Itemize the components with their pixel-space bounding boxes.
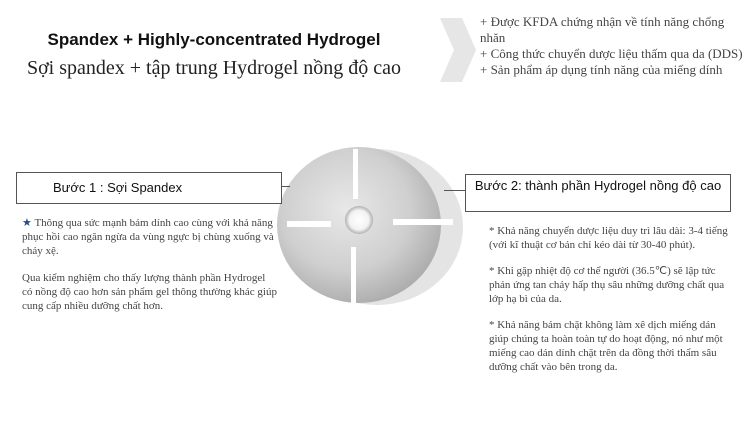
title-english: Spandex + Highly-concentrated Hydrogel bbox=[47, 30, 381, 49]
chevron-arrow-icon bbox=[440, 18, 476, 82]
step2-paragraph: * Khi gặp nhiệt độ cơ thể người (36.5℃) sẽ lập tức phản ứng tan chảy hấp thụ sâu những dưỡng chất qua lớp hạ bì của da. bbox=[489, 265, 725, 305]
step1-paragraph: ★ Thông qua sức mạnh bám dính cao cùng với khả năng phục hồi cao ngăn ngừa da vùng ngực bị chùng xuống và chảy xệ. bbox=[22, 217, 274, 257]
benefit-item: + Công thức chuyển dược liệu thấm qua da (DDS) bbox=[480, 46, 743, 61]
benefit-item: + Được KFDA chứng nhận về tính năng chống nhăn bbox=[480, 14, 725, 45]
step2-paragraph: * Khả năng chuyển dược liệu duy trì lâu dài: 3-4 tiếng (với kĩ thuật cơ bản chỉ kéo dài từ 30-40 phút). bbox=[489, 225, 728, 251]
benefits-list bbox=[480, 14, 745, 78]
benefit-item: + Sản phẩm áp dụng tính năng của miếng dính bbox=[480, 62, 723, 77]
star-icon: ★ bbox=[22, 217, 32, 229]
step2-description bbox=[489, 224, 735, 386]
step1-description bbox=[22, 216, 277, 326]
hydrogel-pad-image bbox=[273, 143, 473, 313]
step1-box bbox=[16, 172, 282, 204]
step2-label: Bước 2: thành phần Hydrogel nồng độ cao bbox=[474, 178, 722, 193]
title-vietnamese: Sợi spandex + tập trung Hydrogel nồng độ cao bbox=[26, 57, 401, 79]
step2-box bbox=[465, 174, 731, 212]
step1-label: Bước 1 : Sợi Spandex bbox=[53, 180, 183, 195]
connector-line bbox=[444, 190, 466, 191]
step2-paragraph: * Khả năng bám chặt không làm xê dịch miếng dán giúp chúng ta hoàn toàn tự do hoạt động, nó như một miếng cao dán dính chặt trên da đồng thời thẩm sâu dưỡng chất vào bên trong da. bbox=[489, 319, 723, 373]
step1-paragraph: Qua kiểm nghiệm cho thấy lượng thành phần Hydrogel có nồng độ cao hơn sản phẩm gel thông thường khác giúp cung cấp nhiều dưỡng chất hơn. bbox=[22, 272, 277, 312]
